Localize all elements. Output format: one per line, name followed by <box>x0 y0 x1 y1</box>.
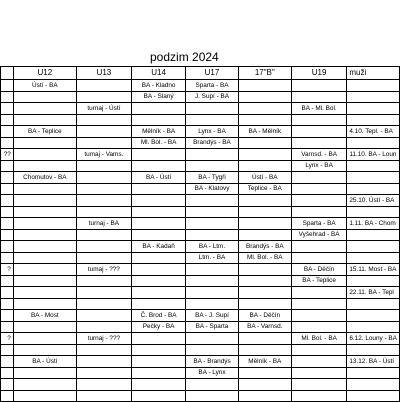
table-cell <box>1 367 14 379</box>
table-cell: BA - Slaný <box>131 91 185 103</box>
table-cell <box>13 321 76 333</box>
table-cell <box>131 298 185 310</box>
table-cell <box>131 218 185 230</box>
table-cell <box>76 310 131 322</box>
table-cell <box>13 344 76 356</box>
table-cell <box>13 287 76 299</box>
table-cell <box>186 206 238 218</box>
table-cell <box>13 183 76 195</box>
table-cell: Varnsd. - BA <box>291 149 346 161</box>
table-cell <box>347 321 400 333</box>
table-row <box>1 91 400 103</box>
table-row <box>1 367 400 379</box>
table-cell <box>76 356 131 368</box>
table-cell: J. Supí - BA <box>186 91 238 103</box>
table-cell <box>291 367 346 379</box>
table-cell <box>1 103 14 115</box>
table-cell: BA - J. Supí <box>186 310 238 322</box>
table-cell <box>291 344 346 356</box>
table-cell <box>238 229 291 241</box>
table-cell <box>13 160 76 172</box>
table-cell <box>347 275 400 287</box>
table-cell: BA - Tygři <box>186 172 238 184</box>
table-cell <box>291 252 346 264</box>
table-cell <box>1 218 14 230</box>
table-row <box>1 195 400 207</box>
table-cell <box>13 298 76 310</box>
table-cell: BA - Brandýs <box>186 356 238 368</box>
table-cell: Brandýs - BA <box>238 241 291 253</box>
table-cell: Pečky - BA <box>131 321 185 333</box>
table-cell <box>13 241 76 253</box>
table-cell: 4.10. Tepl. - BA <box>347 126 400 138</box>
table-cell <box>13 264 76 276</box>
table-cell: Mělník - BA <box>131 126 185 138</box>
table-row <box>1 160 400 172</box>
table-cell <box>76 344 131 356</box>
table-cell <box>76 91 131 103</box>
table-cell <box>291 298 346 310</box>
table-cell <box>238 103 291 115</box>
table-row <box>1 287 400 299</box>
table-cell: Č. Brod - BA <box>131 310 185 322</box>
table-cell <box>1 229 14 241</box>
table-cell <box>238 218 291 230</box>
table-cell <box>291 91 346 103</box>
table-row <box>1 241 400 253</box>
table-row <box>1 298 400 310</box>
table-cell <box>1 114 14 126</box>
table-cell: BA - Teplice <box>13 126 76 138</box>
table-cell <box>347 183 400 195</box>
table-cell <box>186 103 238 115</box>
table-cell <box>131 287 185 299</box>
table-cell: Vyšehrad - BA <box>291 229 346 241</box>
table-row <box>1 172 400 184</box>
table-cell: Sparta - BA <box>291 218 346 230</box>
table-cell <box>131 333 185 345</box>
table-cell <box>347 206 400 218</box>
table-cell <box>131 206 185 218</box>
table-cell <box>186 195 238 207</box>
table-cell <box>347 103 400 115</box>
table-cell <box>13 91 76 103</box>
table-row <box>1 379 400 391</box>
table-cell <box>13 252 76 264</box>
table-cell: 1.11. BA - Chom <box>347 218 400 230</box>
table-cell: Ltm. - BA <box>186 252 238 264</box>
table-cell <box>186 344 238 356</box>
table-cell: turnaj - Ústí <box>76 103 131 115</box>
table-cell <box>186 229 238 241</box>
table-cell <box>1 195 14 207</box>
table-cell <box>347 367 400 379</box>
table-cell <box>1 252 14 264</box>
table-cell: turnaj - BA <box>76 218 131 230</box>
column-header: U19 <box>291 67 346 80</box>
table-cell <box>13 137 76 149</box>
table-cell: Chomutov - BA <box>13 172 76 184</box>
table-cell: Ústí - BA <box>13 80 76 92</box>
table-header <box>1 67 400 80</box>
table-cell <box>1 160 14 172</box>
table-cell: 15.11. Most - BA <box>347 264 400 276</box>
table-row <box>1 114 400 126</box>
table-cell <box>186 114 238 126</box>
table-cell: 25.10. Ústí - BA <box>347 195 400 207</box>
table-cell: BA - Děčín <box>291 264 346 276</box>
table-cell <box>1 80 14 92</box>
table-cell <box>131 103 185 115</box>
table-cell <box>131 344 185 356</box>
table-cell <box>76 298 131 310</box>
table-cell: turnaj - ??? <box>76 333 131 345</box>
table-cell <box>291 321 346 333</box>
table-cell <box>13 206 76 218</box>
table-row <box>1 137 400 149</box>
column-header: U17 <box>186 67 238 80</box>
table-cell <box>291 206 346 218</box>
table-cell <box>238 333 291 345</box>
table-row <box>1 126 400 138</box>
table-cell <box>76 126 131 138</box>
table-cell <box>13 379 76 391</box>
table-cell <box>238 80 291 92</box>
table-cell <box>238 91 291 103</box>
table-cell <box>13 333 76 345</box>
table-cell <box>1 356 14 368</box>
table-cell: Ústí - BA <box>238 172 291 184</box>
table-cell <box>238 195 291 207</box>
table-cell <box>186 298 238 310</box>
table-cell <box>347 298 400 310</box>
table-cell: BA - Ltm. <box>186 241 238 253</box>
table-cell <box>1 379 14 391</box>
table-cell <box>76 275 131 287</box>
table-cell <box>238 367 291 379</box>
table-cell <box>238 287 291 299</box>
table-cell <box>186 264 238 276</box>
table-cell: Lynx - BA <box>186 126 238 138</box>
table-cell: BA - Most <box>13 310 76 322</box>
table-row <box>1 321 400 333</box>
schedule-table <box>0 66 400 402</box>
table-cell <box>347 229 400 241</box>
table-cell <box>291 310 346 322</box>
table-cell <box>76 160 131 172</box>
table-cell <box>76 241 131 253</box>
table-cell: tumaj - Vams. <box>76 149 131 161</box>
table-cell <box>291 195 346 207</box>
table-cell <box>238 114 291 126</box>
table-cell: 13.12. BA - Ústí <box>347 356 400 368</box>
table-cell <box>131 160 185 172</box>
table-cell <box>131 356 185 368</box>
table-row <box>1 80 400 92</box>
table-cell <box>13 195 76 207</box>
table-row <box>1 218 400 230</box>
table-cell: BA - Ústí <box>13 356 76 368</box>
table-cell: BA - Kladno <box>131 80 185 92</box>
table-cell <box>347 137 400 149</box>
table-cell: 22.11. BA - Tepl <box>347 287 400 299</box>
table-cell <box>347 80 400 92</box>
table-cell: Lynx - BA <box>291 160 346 172</box>
table-cell <box>13 367 76 379</box>
table-cell <box>1 172 14 184</box>
table-cell <box>76 137 131 149</box>
table-cell <box>238 344 291 356</box>
table-cell <box>131 275 185 287</box>
table-cell: BA - Teplice <box>291 275 346 287</box>
column-header: muži <box>347 67 400 80</box>
page-title: podzim 2024 <box>150 50 219 64</box>
table-cell <box>76 379 131 391</box>
table-cell <box>1 126 14 138</box>
table-cell <box>347 91 400 103</box>
table-cell <box>1 321 14 333</box>
table-row <box>1 264 400 276</box>
table-cell: BA - Lynx <box>186 367 238 379</box>
table-row <box>1 310 400 322</box>
table-row <box>1 275 400 287</box>
table-row <box>1 252 400 264</box>
table-cell <box>186 149 238 161</box>
table-row <box>1 229 400 241</box>
table-cell <box>238 206 291 218</box>
table-cell <box>291 287 346 299</box>
table-cell: BA - Varnsd. <box>238 321 291 333</box>
table-cell: BA - Kadaň <box>131 241 185 253</box>
table-cell <box>13 218 76 230</box>
table-cell: Ml. Bol. - BA <box>291 333 346 345</box>
table-row <box>1 333 400 345</box>
schedule-sheet <box>0 66 400 402</box>
table-cell <box>291 172 346 184</box>
table-cell: BA - Ústí <box>131 172 185 184</box>
table-cell <box>347 172 400 184</box>
table-cell <box>76 252 131 264</box>
table-cell: BA - Sparta <box>186 321 238 333</box>
table-cell <box>76 172 131 184</box>
table-cell <box>238 160 291 172</box>
table-cell <box>291 137 346 149</box>
table-cell <box>186 287 238 299</box>
table-cell <box>347 114 400 126</box>
table-cell: ? <box>1 333 14 345</box>
table-cell <box>238 137 291 149</box>
table-row <box>1 103 400 115</box>
table-cell <box>131 114 185 126</box>
table-cell <box>347 379 400 391</box>
table-cell <box>238 275 291 287</box>
table-cell <box>13 114 76 126</box>
table-cell <box>186 275 238 287</box>
table-cell: Ml. Bol. - BA <box>238 252 291 264</box>
column-header: U13 <box>76 67 131 80</box>
table-cell <box>186 160 238 172</box>
table-cell: BA - Ml. Bol. <box>291 103 346 115</box>
table-cell <box>13 229 76 241</box>
table-cell <box>291 183 346 195</box>
table-cell <box>76 229 131 241</box>
table-cell <box>76 183 131 195</box>
table-cell: Ml. Bol. - BA <box>131 137 185 149</box>
table-cell: ? <box>1 264 14 276</box>
table-cell: 6.12. Louny - BA <box>347 333 400 345</box>
table-cell: ?? <box>1 149 14 161</box>
table-cell <box>131 367 185 379</box>
table-cell <box>186 333 238 345</box>
table-cell <box>1 275 14 287</box>
table-cell: Brandýs - BA <box>186 137 238 149</box>
table-cell <box>238 379 291 391</box>
table-cell <box>291 80 346 92</box>
table-cell <box>76 114 131 126</box>
table-cell <box>347 344 400 356</box>
table-row <box>1 344 400 356</box>
table-cell <box>76 206 131 218</box>
table-row <box>1 183 400 195</box>
table-cell <box>131 229 185 241</box>
table-cell <box>76 195 131 207</box>
table-cell: Sparta - BA <box>186 80 238 92</box>
table-cell <box>76 80 131 92</box>
table-cell <box>238 298 291 310</box>
table-body <box>1 80 400 402</box>
column-header: U14 <box>131 67 185 80</box>
table-cell <box>238 264 291 276</box>
table-cell <box>131 195 185 207</box>
table-cell <box>13 149 76 161</box>
table-cell <box>291 241 346 253</box>
table-cell <box>347 241 400 253</box>
table-cell <box>1 310 14 322</box>
table-cell <box>1 183 14 195</box>
table-row <box>1 149 400 161</box>
table-cell <box>291 379 346 391</box>
table-cell: BA - Mělník <box>238 126 291 138</box>
table-cell <box>76 367 131 379</box>
column-header: 17"B" <box>238 67 291 80</box>
table-cell <box>76 321 131 333</box>
table-cell <box>1 344 14 356</box>
table-cell <box>347 310 400 322</box>
table-cell <box>291 114 346 126</box>
table-cell <box>13 103 76 115</box>
table-cell: BA - Klatovy <box>186 183 238 195</box>
table-cell <box>238 149 291 161</box>
table-cell: 11.10. BA - Loun <box>347 149 400 161</box>
table-cell <box>131 264 185 276</box>
table-cell <box>131 149 185 161</box>
table-cell: tumaj - ??? <box>76 264 131 276</box>
table-cell <box>13 275 76 287</box>
table-cell <box>1 137 14 149</box>
table-cell <box>347 160 400 172</box>
table-cell: BA - Děčín <box>238 310 291 322</box>
table-cell <box>186 218 238 230</box>
table-cell: Mělník - BA <box>238 356 291 368</box>
table-cell: Teplice - BA <box>238 183 291 195</box>
table-cell <box>131 183 185 195</box>
table-row <box>1 356 400 368</box>
table-cell <box>131 379 185 391</box>
table-cell <box>291 126 346 138</box>
column-header <box>1 67 14 80</box>
table-row <box>1 206 400 218</box>
table-cell <box>347 252 400 264</box>
table-cell <box>1 298 14 310</box>
table-cell <box>1 241 14 253</box>
table-cell <box>1 287 14 299</box>
column-header: U12 <box>13 67 76 80</box>
table-cell <box>76 287 131 299</box>
table-cell <box>291 356 346 368</box>
table-cell <box>1 206 14 218</box>
table-cell <box>131 252 185 264</box>
table-cell <box>186 379 238 391</box>
table-cell <box>1 91 14 103</box>
